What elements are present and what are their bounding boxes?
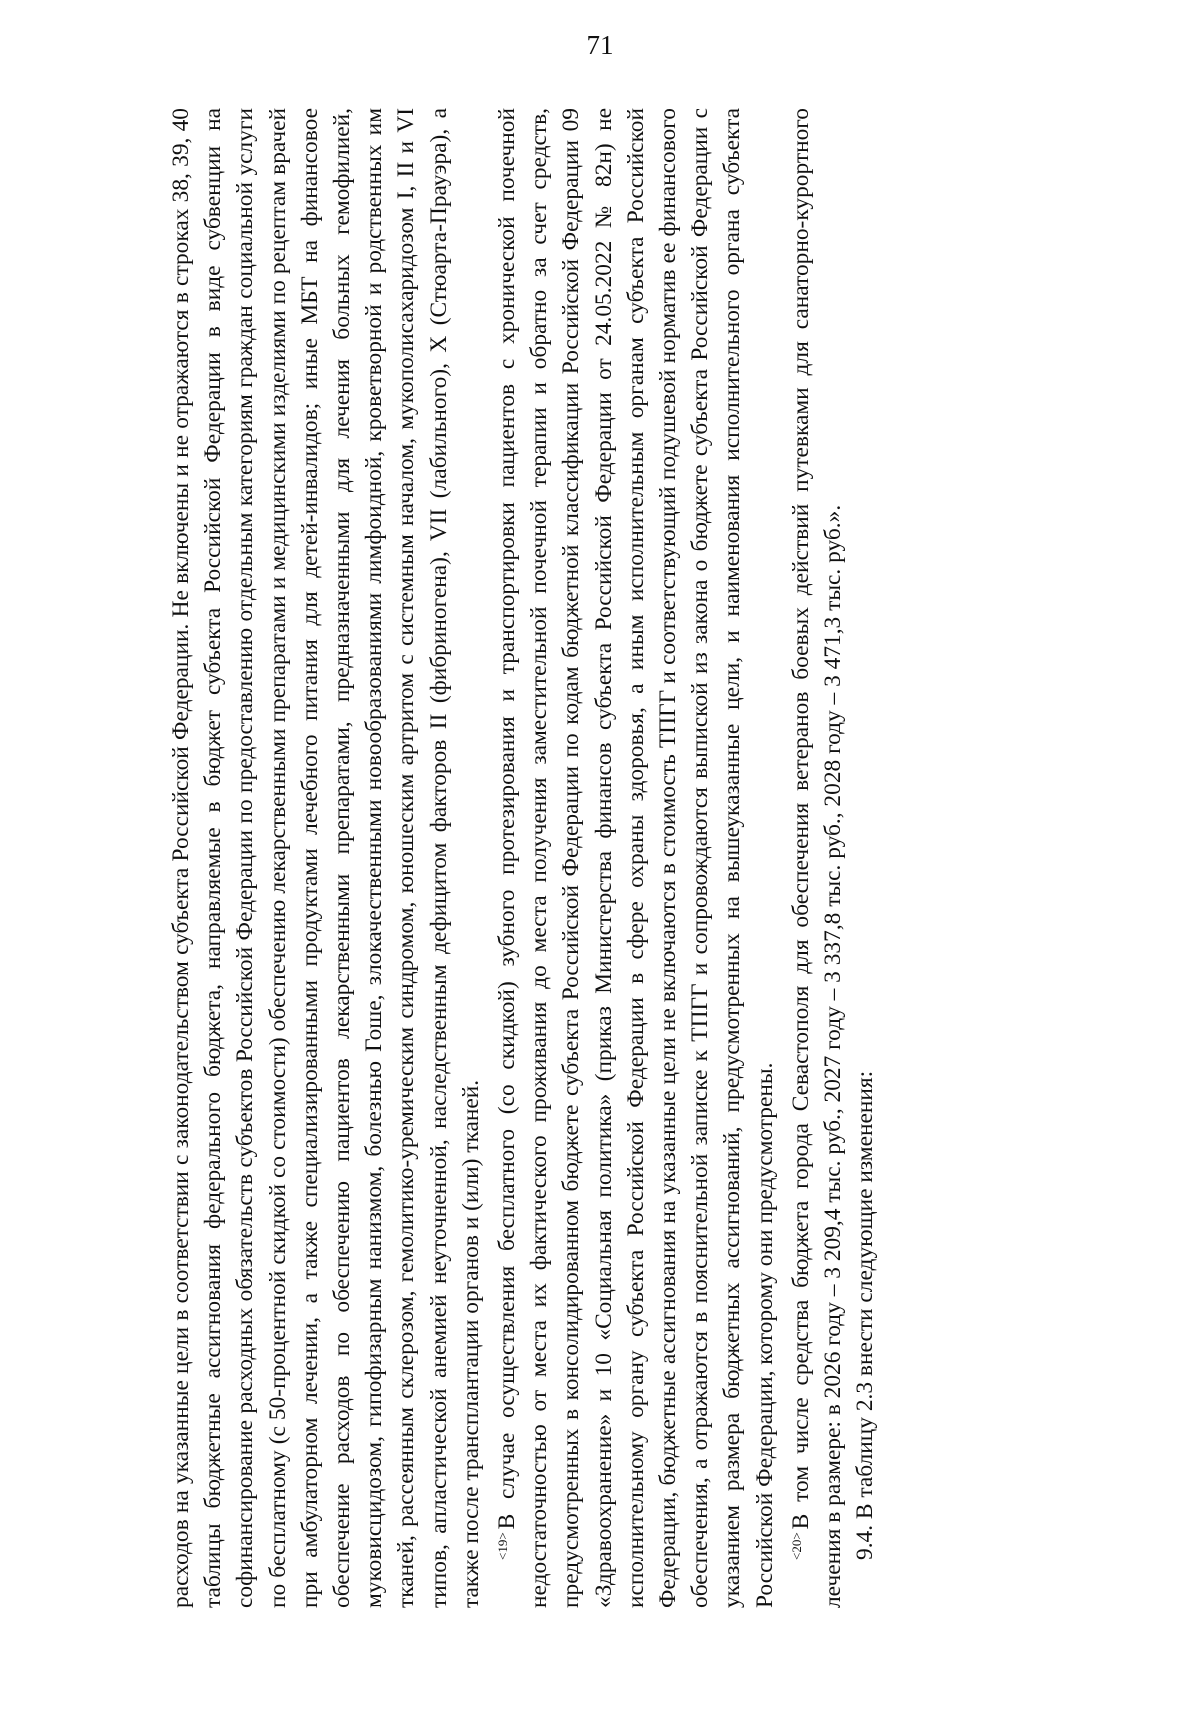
paragraph-text: В том числе средства бюджета города Севастополя для обеспечения ветеранов боевых действий путевками для санаторно-курортного лечения в размере: в 2026 году – 3 209,4 тыс. руб., 2027 году – 3 337,8 тыс. руб., 2028 году – 3 471,3 тыс. руб.».	[787, 108, 847, 1608]
paragraph-amendment	[849, 108, 881, 1608]
paragraph-text: В случае осуществления бесплатного (со скидкой) зубного протезирования и транспортировки пациентов с хронической почечной недостаточностью от места их фактического проживания до места получения заместительной почечной терапии и обратно за счет средств, предусмотренных в консолидированном бюджете субъекта Российской Федерации по кодам бюджетной классификации Российской Федерации 09 «Здравоохранение» и 10 «Социальная политика» (приказ Министерства финансов субъекта Российской Федерации от 24.05.2022 № 82н) не исполнительному органу субъекта Российской Федерации в сфере охраны здоровья, а иным исполнительным органам субъекта Российской Федерации, бюджетные ассигнования на указанные цели не включаются в стоимость ТПГГ и соответствующий подушевой норматив ее финансового обеспечения, а отражаются в пояснительной записке к ТПГГ и сопровождаются выпиской из закона о бюджете субъекта Российской Федерации с указанием размера бюджетных ассигнований, предусмотренных на вышеуказанные цели, и наименования исполнительного органа субъекта Российской Федерации, которому они предусмотрены.	[494, 108, 778, 1608]
paragraph-text: 9.4. В таблицу 2.3 внести следующие изменения:	[852, 1070, 879, 1560]
paragraph-footnote-20	[781, 108, 849, 1608]
footnote-marker: <19>	[495, 1532, 511, 1560]
paragraph-footnote-19	[487, 108, 781, 1608]
page-number: 71	[586, 30, 614, 60]
footnote-marker: <20>	[788, 1532, 804, 1560]
rotated-page-content	[165, 108, 1085, 1608]
paragraph-footnote-continuation	[165, 108, 487, 1608]
paragraph-text: расходов на указанные цели в соответствии с законодательством субъекта Российской Федерации. Не включены и не отражаются в строках 38, 39, 40 таблицы бюджетные ассигнования федерального бюджета, направляемые в бюджет субъекта Российской Федерации в виде субвенции на софинансирование расходных обязательств субъектов Российской Федерации по предоставлению отдельным категориям граждан социальной услуги по бесплатному (с 50-процентной скидкой со стоимости) обеспечению лекарственными препаратами и медицинскими изделиями по рецептам врачей при амбулаторном лечении, а также специализированными продуктами лечебного питания для детей-инвалидов; иные МБТ на финансовое обеспечение расходов по обеспечению пациентов лекарственными препаратами, предназначенными для лечения больных гемофилией, муковисцидозом, гипофизарным нанизмом, болезнью Гоше, злокачественными новообразованиями лимфоидной, кроветворной и родственных им тканей, рассеянным склерозом, гемолитико-уремическим синдромом, юношеским артритом с системным началом, мукополисахаридозом I, II и VI типов, апластической анемией неуточненной, наследственным дефицитом факторов II (фибриногена), VII (лабильного), X (Стюарта-Прауэра), а также после трансплантации органов и (или) тканей.	[168, 108, 484, 1608]
